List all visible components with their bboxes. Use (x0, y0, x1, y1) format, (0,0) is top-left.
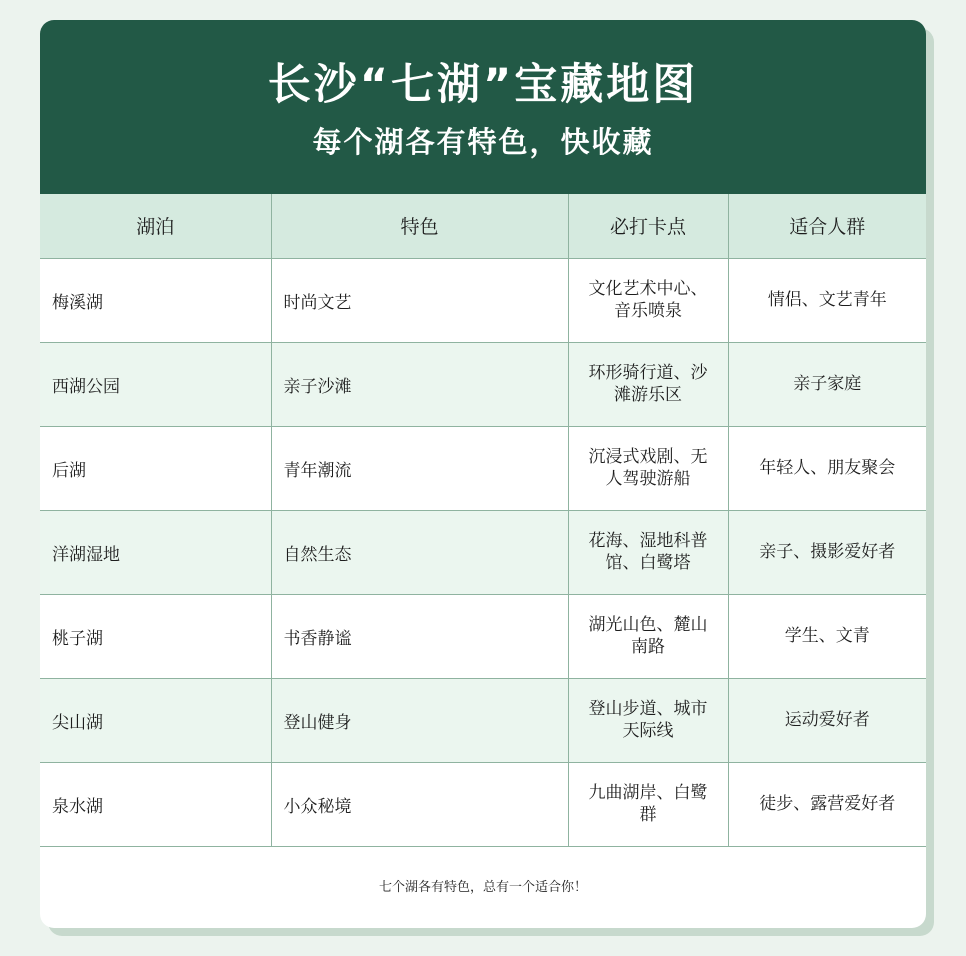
lake-audience: 年轻人、朋友聚会 (728, 426, 926, 510)
lake-feature: 亲子沙滩 (271, 342, 568, 426)
lake-audience: 学生、文青 (728, 594, 926, 678)
column-header-spots: 必打卡点 (568, 194, 728, 258)
table-row (40, 594, 926, 678)
lake-audience: 情侣、文艺青年 (728, 258, 926, 342)
table-row (40, 426, 926, 510)
table-row (40, 258, 926, 342)
column-header-audience: 适合人群 (728, 194, 926, 258)
lake-feature: 青年潮流 (271, 426, 568, 510)
lake-map-card (40, 20, 926, 928)
lake-name: 梅溪湖 (40, 258, 271, 342)
column-header-lake: 湖泊 (40, 194, 271, 258)
lake-name: 洋湖湿地 (40, 510, 271, 594)
page-subtitle: 每个湖各有特色，快收藏 (312, 125, 654, 159)
lake-spots: 沉浸式戏剧、无人驾驶游船 (568, 426, 728, 510)
lake-audience: 亲子、摄影爱好者 (728, 510, 926, 594)
lake-spots: 文化艺术中心、音乐喷泉 (568, 258, 728, 342)
lake-feature: 书香静谧 (271, 594, 568, 678)
lake-feature: 时尚文艺 (271, 258, 568, 342)
lake-spots: 环形骑行道、沙滩游乐区 (568, 342, 728, 426)
table-row (40, 342, 926, 426)
lake-name: 西湖公园 (40, 342, 271, 426)
lake-spots: 湖光山色、麓山南路 (568, 594, 728, 678)
page-title: 长沙“七湖”宝藏地图 (267, 60, 699, 110)
table-row (40, 678, 926, 762)
lake-table (40, 194, 926, 847)
column-header-feature: 特色 (271, 194, 568, 258)
table-header-row (40, 194, 926, 258)
lake-feature: 自然生态 (271, 510, 568, 594)
lake-audience: 亲子家庭 (728, 342, 926, 426)
lake-spots: 九曲湖岸、白鹭群 (568, 762, 728, 846)
lake-name: 后湖 (40, 426, 271, 510)
lake-audience: 运动爱好者 (728, 678, 926, 762)
lake-feature: 登山健身 (271, 678, 568, 762)
lake-spots: 登山步道、城市天际线 (568, 678, 728, 762)
lake-audience: 徒步、露营爱好者 (728, 762, 926, 846)
footer-note: 七个湖各有特色，总有一个适合你！ (378, 879, 587, 895)
table-row (40, 762, 926, 846)
lake-feature: 小众秘境 (271, 762, 568, 846)
header-banner (40, 20, 926, 194)
table-row (40, 510, 926, 594)
lake-name: 尖山湖 (40, 678, 271, 762)
lake-spots: 花海、湿地科普馆、白鹭塔 (568, 510, 728, 594)
lake-name: 泉水湖 (40, 762, 271, 846)
lake-name: 桃子湖 (40, 594, 271, 678)
